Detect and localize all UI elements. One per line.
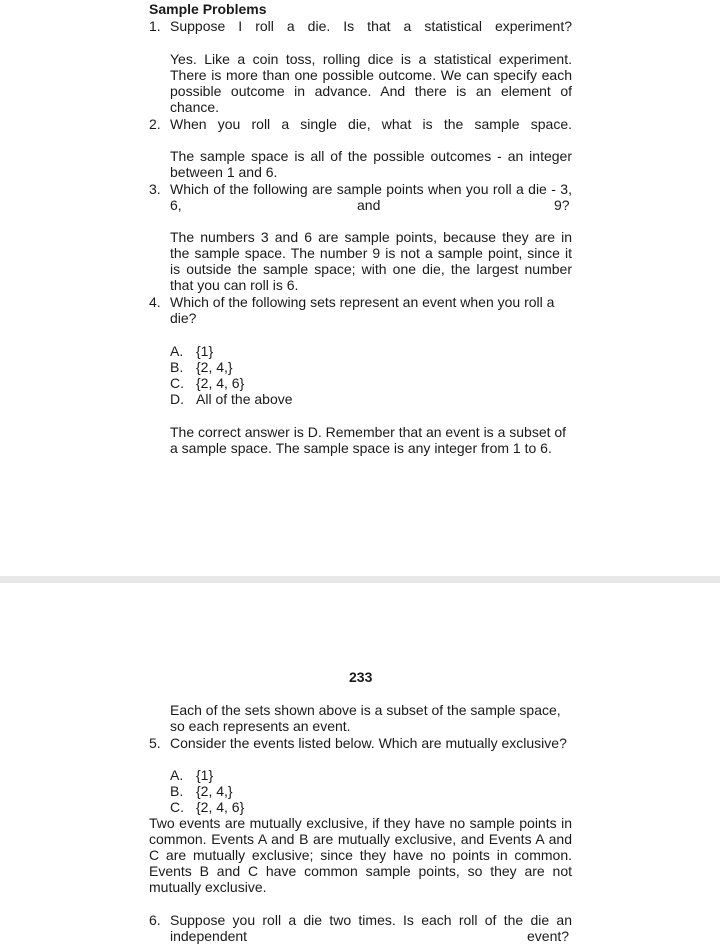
q3-question-part: and	[357, 197, 381, 213]
q6-question-part: event?	[527, 928, 570, 944]
q5-answer-line: Two events are mutually exclusive, if they have no sample points in	[149, 815, 572, 831]
q3-answer-line: that you can roll is 6.	[170, 277, 299, 293]
q4-question-line: Which of the following sets represent an event when you roll a	[170, 294, 555, 310]
q1-answer-line: Yes. Like a coin toss, rolling dice is a statistical experiment.	[170, 51, 572, 67]
q4-question-line: die?	[170, 310, 197, 326]
q5-option-letter: C.	[170, 799, 184, 815]
page-2	[0, 583, 720, 945]
q4-option-text: All of the above	[196, 391, 293, 407]
q5-answer-line: common. Events A and B are mutually exclusive, and Events A and	[149, 831, 572, 847]
q3-answer-line: the sample space. The number 9 is not a sample point, since it	[170, 245, 572, 261]
q4-option-text: {2, 4, 6}	[196, 375, 245, 391]
q3-question-line: Which of the following are sample points when you roll a die - 3,	[170, 181, 572, 197]
q6-question-part: independent	[170, 928, 248, 944]
q4-option-letter: A.	[170, 343, 184, 359]
q4-option-text: {1}	[196, 343, 214, 359]
q4-option-letter: B.	[170, 359, 184, 375]
q1-answer-line: possible outcome in advance. And there is an element of	[170, 83, 572, 99]
q4-answer-line: a sample space. The sample space is any integer from 1 to 6.	[170, 440, 552, 456]
page-number: 233	[349, 669, 373, 685]
q1-number: 1.	[149, 18, 161, 34]
intro-line: Each of the sets shown above is a subset of the sample space,	[170, 702, 561, 718]
q5-option-letter: A.	[170, 767, 184, 783]
section-title: Sample Problems	[149, 1, 267, 17]
q5-number: 5.	[149, 735, 161, 751]
q3-question-part: 9?	[554, 197, 570, 213]
q4-option-letter: C.	[170, 375, 184, 391]
page-separator	[0, 576, 720, 583]
intro-line: so each represents an event.	[170, 718, 351, 734]
q5-answer-line: mutually exclusive.	[149, 879, 267, 895]
q1-answer-line: There is more than one possible outcome. We can specify each	[170, 67, 572, 83]
q3-number: 3.	[149, 181, 161, 197]
q4-number: 4.	[149, 294, 161, 310]
q2-number: 2.	[149, 116, 161, 132]
q1-answer-line: chance.	[170, 99, 220, 115]
q3-answer-line: is outside the sample space; with one die, the largest number	[170, 261, 572, 277]
q5-option-text: {2, 4, 6}	[196, 799, 245, 815]
q5-option-text: {2, 4,}	[196, 783, 233, 799]
q3-question-part: 6,	[170, 197, 182, 213]
q2-question: When you roll a single die, what is the sample space.	[170, 116, 572, 132]
q2-answer-line: between 1 and 6.	[170, 164, 278, 180]
q6-number: 6.	[149, 912, 161, 928]
q5-answer-line: C are mutually exclusive; since they have no points in common.	[149, 847, 572, 863]
q5-answer-line: Events B and C have common sample points, so they are not	[149, 863, 572, 879]
q5-question: Consider the events listed below. Which are mutually exclusive?	[170, 735, 567, 751]
q5-option-letter: B.	[170, 783, 184, 799]
q2-answer-line: The sample space is all of the possible outcomes - an integer	[170, 148, 572, 164]
q6-question-line: Suppose you roll a die two times. Is each roll of the die an	[170, 912, 572, 928]
q3-answer-line: The numbers 3 and 6 are sample points, because they are in	[170, 229, 572, 245]
q4-answer-line: The correct answer is D. Remember that an event is a subset of	[170, 424, 567, 440]
q4-option-letter: D.	[170, 391, 184, 407]
q5-option-text: {1}	[196, 767, 214, 783]
q1-question: Suppose I roll a die. Is that a statistical experiment?	[170, 18, 572, 34]
q4-option-text: {2, 4,}	[196, 359, 233, 375]
